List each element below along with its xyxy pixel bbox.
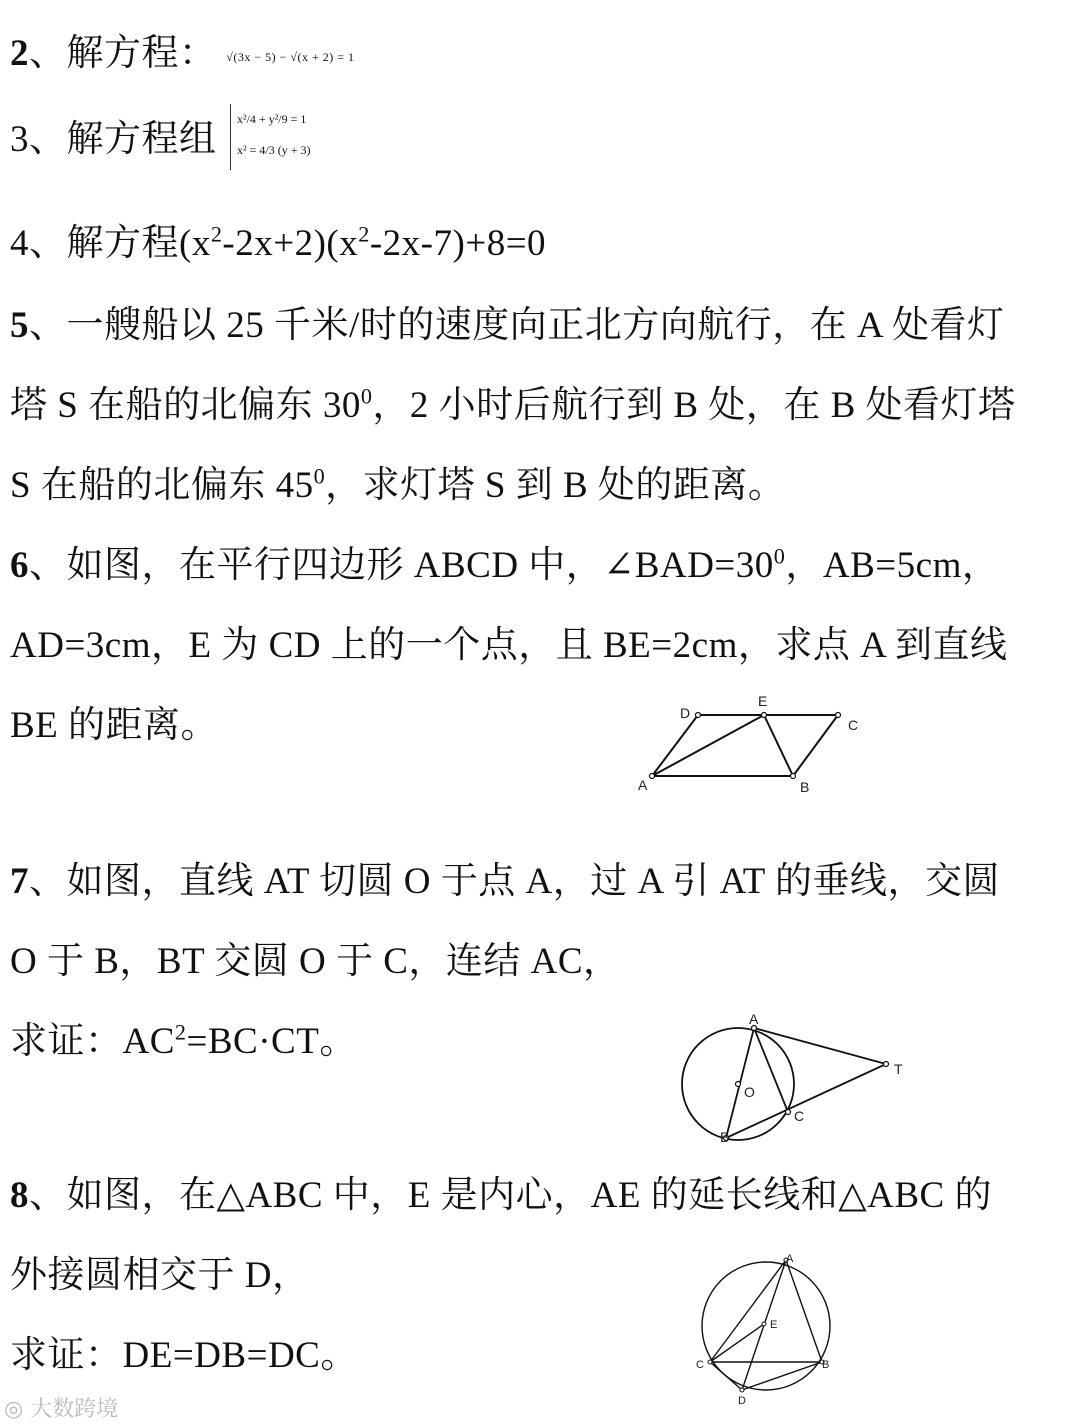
problem-7-line-3 (10, 1010, 357, 1064)
equation-system (230, 104, 310, 170)
point-label-c: C (794, 1108, 805, 1124)
problem-number: 8 (10, 1175, 29, 1216)
problem-text: 、解方程组 (29, 119, 217, 160)
problem-text: 外接圆相交于 D， (10, 1255, 310, 1296)
exponent: 2 (174, 1019, 187, 1045)
problem-text: ，2 小时后航行到 B 处，在 B 处看灯塔 (372, 385, 1016, 426)
problem-text: S 在船的北偏东 45 (10, 465, 314, 506)
point-label-t: T (894, 1061, 903, 1077)
point-label-e: E (758, 693, 768, 709)
parallelogram-figure (630, 690, 870, 800)
problem-text: 、一艘船以 25 千米/时的速度向正北方向航行，在 A 处看灯 (29, 305, 1005, 346)
exponent: 0 (313, 463, 326, 489)
problem-text: 求证：DE=DB=DC。 (10, 1335, 358, 1376)
problem-6-line-3 (10, 694, 218, 748)
problem-text: -2x+2)(x (222, 223, 359, 264)
problem-number: 5 (10, 305, 29, 346)
point-label-a: A (749, 1011, 759, 1027)
exponent: 0 (773, 543, 786, 569)
problem-text: -2x-7)+8=0 (369, 223, 547, 264)
problem-5-line-2 (10, 374, 1016, 428)
problem-text: 、如图，在△ABC 中，E 是内心，AE 的延长线和△ABC 的 (29, 1175, 992, 1216)
point-label-o: O (744, 1084, 755, 1100)
problem-7-line-2 (10, 930, 621, 984)
problem-5-line-3 (10, 454, 785, 508)
problem-8-line-3 (10, 1324, 358, 1378)
problem-6-line-1 (10, 534, 999, 588)
problem-number: 7 (10, 861, 29, 902)
problem-6-line-2 (10, 614, 1008, 668)
problem-number: 3 (10, 119, 29, 160)
problem-text: 、解方程(x (29, 223, 211, 264)
watermark-text: 大数跨境 (30, 1397, 119, 1422)
point-label-c: C (848, 717, 859, 733)
equation-1: x²/4 + y²/9 = 1 (237, 112, 307, 126)
exponent: 0 (360, 383, 373, 409)
problem-8-line-2 (10, 1244, 309, 1298)
incircle-figure (690, 1246, 850, 1416)
point-label-d: D (738, 1395, 746, 1407)
problem-number: 6 (10, 545, 29, 586)
problem-text: O 于 B，BT 交圆 O 于 C，连结 AC， (10, 941, 621, 982)
point-label-a: A (638, 777, 648, 793)
problem-number: 4 (10, 223, 29, 264)
problem-2 (10, 22, 354, 76)
problem-text: 、解方程： (29, 33, 217, 74)
point-label-b: B (822, 1359, 830, 1371)
exponent: 2 (358, 221, 370, 247)
problem-number: 2 (10, 33, 29, 74)
point-label-e: E (770, 1319, 778, 1331)
problem-text: 、如图，在平行四边形 ABCD 中，∠BAD=30 (29, 545, 774, 586)
point-label-b: B (800, 779, 810, 795)
point-label-c: C (696, 1359, 704, 1371)
problem-text: AD=3cm，E 为 CD 上的一个点，且 BE=2cm，求点 A 到直线 (10, 625, 1008, 666)
watermark-logo-icon: ◎ (4, 1397, 24, 1422)
problem-text: 塔 S 在船的北偏东 30 (10, 385, 361, 426)
tangent-circle-figure (670, 1008, 920, 1148)
watermark (4, 1392, 118, 1423)
problem-text: ，AB=5cm， (785, 545, 1000, 586)
equation: √(3x − 5) − √(x + 2) = 1 (226, 50, 355, 64)
problem-text: 、如图，直线 AT 切圆 O 于点 A，过 A 引 AT 的垂线，交圆 (29, 861, 1000, 902)
problem-text: =BC·CT。 (186, 1021, 357, 1062)
exponent: 2 (210, 221, 223, 247)
problem-3 (10, 108, 217, 162)
problem-8-line-1 (10, 1164, 992, 1218)
problem-text: ，求灯塔 S 到 B 处的距离。 (325, 465, 786, 506)
equation-2: x² = 4/3 (y + 3) (237, 143, 311, 157)
problem-4 (10, 212, 546, 266)
problem-7-line-1 (10, 850, 1000, 904)
point-label-d: D (680, 705, 691, 721)
problem-text: BE 的距离。 (10, 705, 219, 746)
point-label-a: A (786, 1253, 794, 1265)
problem-5-line-1 (10, 294, 1004, 348)
problem-text: 求证：AC (10, 1021, 175, 1062)
point-label-b: B (720, 1129, 730, 1145)
